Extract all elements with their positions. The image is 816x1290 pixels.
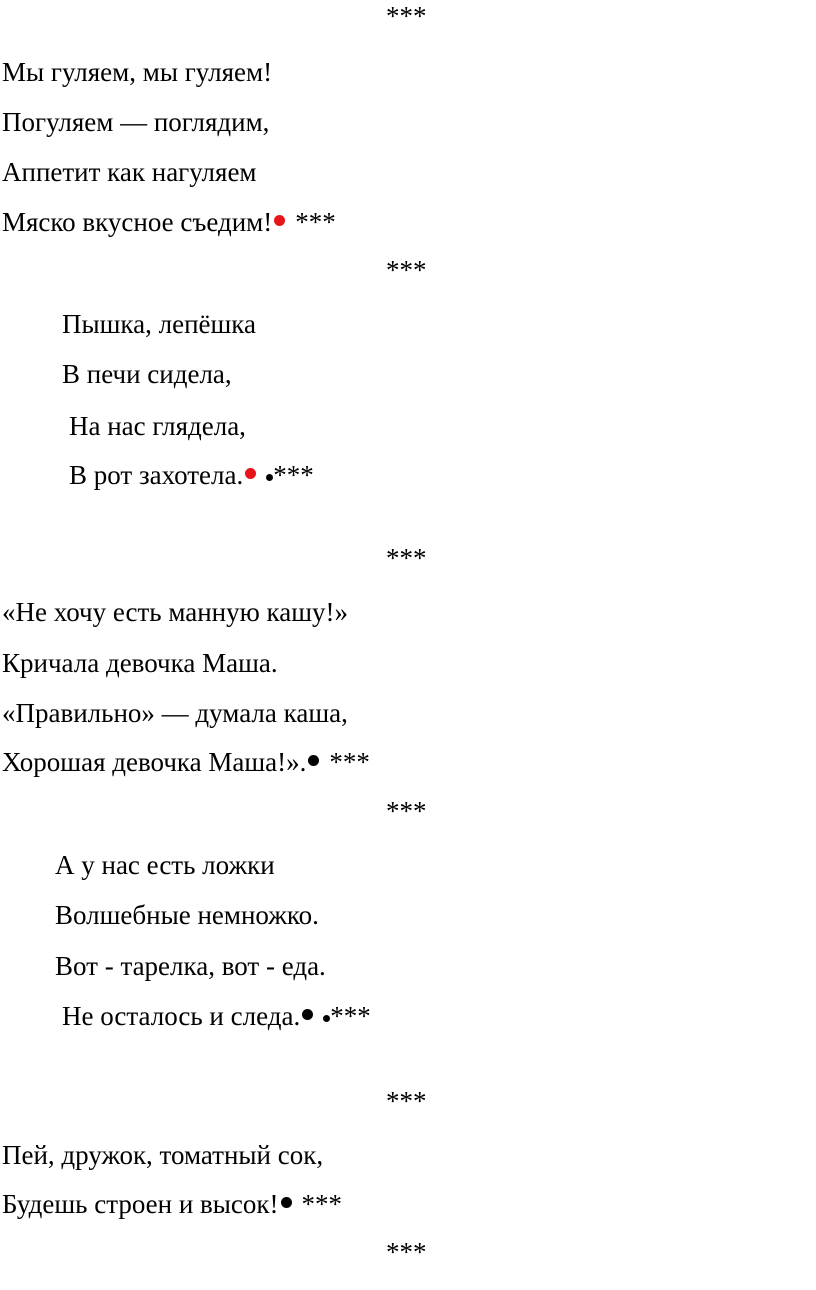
poem-5-line-1: Пей, дружок, томатный сок, xyxy=(2,1140,324,1170)
poem-3-last-line xyxy=(2,746,370,778)
poem-4-line-2: Волшебные немножко. xyxy=(55,900,319,930)
poem-5-line-2: Будешь строен и высок! xyxy=(2,1189,279,1219)
red-dot-marker-icon xyxy=(245,468,256,479)
poem-1-last-line xyxy=(2,206,336,238)
separator-stars: *** xyxy=(386,796,427,826)
poem-3-line-4: Хорошая девочка Маша!». xyxy=(2,747,307,777)
poem-3-line-1: «Не хочу есть манную кашу!» xyxy=(2,597,349,627)
inline-separator: *** xyxy=(295,207,336,237)
inline-separator: *** xyxy=(273,460,314,490)
poem-1-line-4: Мяско вкусное съедим! xyxy=(2,207,273,237)
black-dot-marker-icon xyxy=(308,755,319,766)
poem-3-line-2: Кричала девочка Маша. xyxy=(2,648,278,678)
poem-4-line-3: Вот - тарелка, вот - еда. xyxy=(55,951,326,981)
poem-4-last-line xyxy=(62,1000,371,1032)
separator-stars: *** xyxy=(386,255,427,285)
poem-5-last-line xyxy=(2,1188,342,1220)
poem-1-line-3: Аппетит как нагуляем xyxy=(2,157,257,187)
black-dot-marker-icon xyxy=(281,1197,292,1208)
poem-2-line-1: Пышка, лепёшка xyxy=(62,309,256,339)
poem-2-last-line xyxy=(69,459,314,491)
black-dot-marker-icon xyxy=(302,1009,313,1020)
poem-2-line-3: На нас глядела, xyxy=(69,411,246,441)
poem-2-line-4: В рот захотела. xyxy=(69,460,244,490)
inline-separator: *** xyxy=(330,1001,371,1031)
red-dot-marker-icon xyxy=(274,215,285,226)
separator-stars: *** xyxy=(386,1,427,31)
poem-2-line-2: В печи сидела, xyxy=(62,359,232,389)
poem-1-line-1: Мы гуляем, мы гуляем! xyxy=(2,57,273,87)
poem-3-line-3: «Правильно» — думала каша, xyxy=(2,698,348,728)
poem-4-line-4: Не осталось и следа. xyxy=(62,1001,301,1031)
separator-stars: *** xyxy=(386,1237,427,1267)
inline-separator: *** xyxy=(329,747,370,777)
poem-4-line-1: А у нас есть ложки xyxy=(55,850,275,880)
inline-separator: *** xyxy=(301,1189,343,1219)
separator-stars: *** xyxy=(386,543,427,573)
poem-1-line-2: Погуляем — поглядим, xyxy=(2,107,270,137)
separator-stars: *** xyxy=(386,1086,427,1116)
